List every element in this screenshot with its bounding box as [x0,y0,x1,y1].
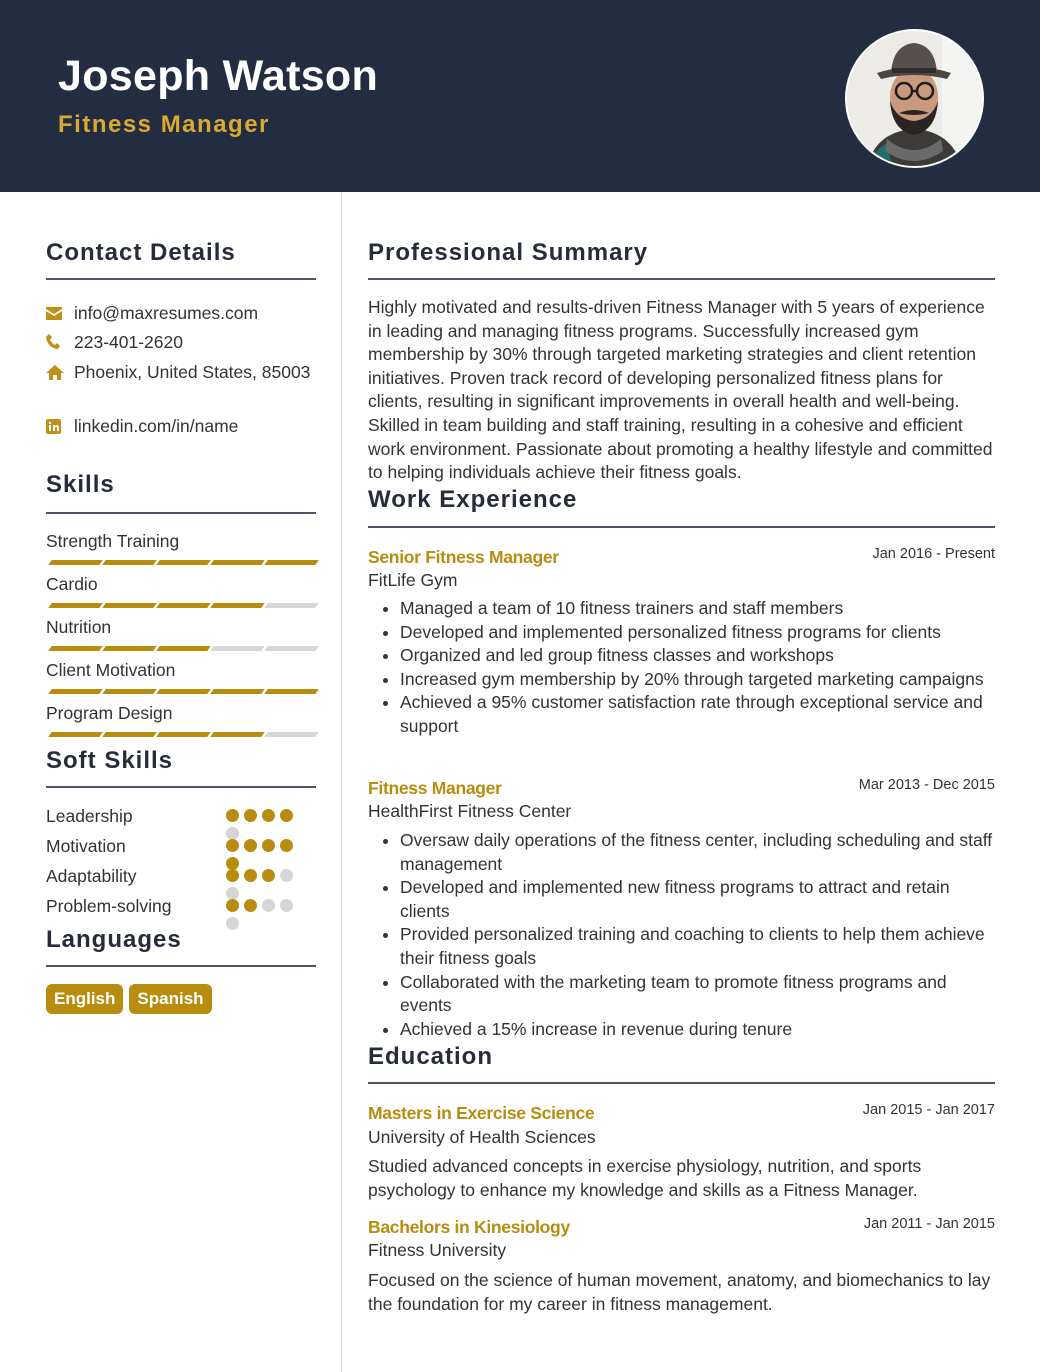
skill-level-segment [210,732,265,737]
soft-skill-rating [226,869,306,900]
skill-level-segment [156,732,211,737]
rating-dot [226,809,239,822]
skill-level-segment [48,689,103,694]
job-company: HealthFirst Fitness Center [368,801,572,821]
summary-text: Highly motivated and results-driven Fitness Manager with 5 years of experience in leading and managing fitness programs. Successfully increased gym membership by 30% through targeted marketing strategies and client retention initiatives. Proven track record of developing personalized fitness plans for clients, resulting in significant improvements in overall health and well-being. Skilled in team building and staff training, resulting in a cohesive and efficient work environment. Passionate about promoting a healthy lifestyle and committed to helping individuals achieve their fitness goals. [368,297,993,483]
list-item: • Provided personalized training and coaching to clients to help them achieve their fitness goals [400,923,995,970]
skill-level-bar [50,560,317,565]
contact-phone-text: 223-401-2620 [74,331,183,352]
degree-dates: Jan 2011 - Jan 2015 [863,1216,995,1232]
languages-section-title: Languages [46,926,182,953]
rating-dot [262,839,275,852]
soft-skill-rating [226,839,306,870]
skill-level-segment [156,646,211,651]
rating-dot [280,869,293,882]
skill-label: Program Design [46,703,173,723]
contact-section-rule [46,278,316,280]
skill-level-segment [156,560,211,565]
soft-skill-rating [226,899,306,930]
school-name: Fitness University [368,1240,507,1260]
skill-level-segment [264,646,319,651]
skill-level-segment [48,732,103,737]
skill-level-bar [50,732,317,737]
contact-address-text: Phoenix, United States, 85003 [74,361,311,382]
rating-dot [280,809,293,822]
job-dates: Mar 2013 - Dec 2015 [858,777,995,793]
skill-level-segment [210,646,265,651]
soft-skill-label: Adaptability [46,866,137,886]
skill-level-segment [48,560,103,565]
education-section-title: Education [368,1043,494,1070]
contact-linkedin[interactable] [46,414,238,438]
skill-label: Cardio [46,574,98,594]
skill-level-segment [102,603,157,608]
degree-title: Bachelors in Kinesiology [368,1217,570,1237]
job-company: FitLife Gym [368,570,458,590]
rating-dot [226,839,239,852]
header-banner [0,0,1040,192]
job-dates: Jan 2016 - Present [872,546,995,562]
skill-level-segment [156,689,211,694]
skill-level-segment [48,646,103,651]
skill-level-segment [102,560,157,565]
linkedin-icon [46,419,74,434]
contact-phone[interactable] [46,330,183,354]
rating-dot [244,809,257,822]
skill-level-segment [156,603,211,608]
contact-email[interactable] [46,301,258,325]
soft-skill-label: Motivation [46,836,126,856]
job-bullets [368,597,995,739]
rating-dot [226,917,239,930]
skill-level-segment [48,603,103,608]
soft-skill-rating [226,809,306,840]
skill-label: Nutrition [46,617,112,637]
skill-level-segment [210,560,265,565]
contact-linkedin-text: linkedin.com/in/name [74,415,239,436]
rating-dot [262,809,275,822]
list-item: • Collaborated with the marketing team to promote fitness programs and events [400,971,995,1018]
rating-dot [244,869,257,882]
experience-section-title: Work Experience [368,486,578,513]
profile-photo [845,29,984,168]
skill-level-segment [102,732,157,737]
rating-dot [280,899,293,912]
column-divider [341,192,342,1372]
envelope-icon [46,307,74,320]
skills-section-title: Skills [46,471,115,498]
candidate-role: Fitness Manager [58,111,270,138]
soft-skill-label: Problem-solving [46,896,172,916]
home-icon [46,365,74,380]
job-title: Fitness Manager [368,778,502,798]
rating-dot [262,899,275,912]
rating-dot [244,839,257,852]
soft-skill-label: Leadership [46,806,133,826]
language-tag: Spanish [129,984,211,1014]
summary-section-title: Professional Summary [368,239,649,266]
skill-label: Strength Training [46,531,180,551]
soft-skills-section-rule [46,786,316,788]
rating-dot [262,869,275,882]
rating-dot [226,869,239,882]
list-item: • Developed and implemented new fitness programs to attract and retain clients [400,876,995,923]
skill-level-segment [264,560,319,565]
degree-description: Focused on the science of human movement, anatomy, and biomechanics to lay the foundation for my career in fitness management. [368,1270,991,1314]
skill-level-segment [264,689,319,694]
rating-dot [226,899,239,912]
rating-dot [280,839,293,852]
soft-skills-section-title: Soft Skills [46,747,174,774]
skills-section-rule [46,512,316,514]
skill-label: Client Motivation [46,660,176,680]
job-bullets [368,829,995,1041]
languages-list [46,984,212,1014]
profile-photo-illustration [847,31,982,166]
skill-level-segment [264,732,319,737]
skill-level-segment [102,689,157,694]
list-item: • Achieved a 95% customer satisfaction rate through exceptional service and support [400,691,995,738]
list-item: • Managed a team of 10 fitness trainers and staff members [400,597,995,621]
list-item: • Organized and led group fitness classes and workshops [400,644,995,668]
list-item: • Achieved a 15% increase in revenue during tenure [400,1018,995,1042]
skill-level-bar [50,603,317,608]
contact-section-title: Contact Details [46,239,236,266]
skill-level-bar [50,646,317,651]
language-tag: English [46,984,123,1014]
skill-level-segment [210,689,265,694]
contact-email-text: info@maxresumes.com [74,302,259,323]
skill-level-segment [102,646,157,651]
degree-dates: Jan 2015 - Jan 2017 [862,1102,995,1118]
languages-section-rule [46,965,316,967]
candidate-name: Joseph Watson [58,52,379,100]
list-item: • Oversaw daily operations of the fitness center, including scheduling and staff management [400,829,995,876]
degree-description: Studied advanced concepts in exercise physiology, nutrition, and sports psychology to enhance my knowledge and skills as a Fitness Manager. [368,1156,922,1200]
skill-level-segment [264,603,319,608]
summary-section-rule [368,278,995,280]
school-name: University of Health Sciences [368,1127,596,1147]
list-item: • Developed and implemented personalized fitness programs for clients [400,621,995,645]
skill-level-bar [50,689,317,694]
job-title: Senior Fitness Manager [368,547,559,567]
skill-level-segment [210,603,265,608]
phone-icon [46,334,74,350]
education-section-rule [368,1082,995,1084]
list-item: • Increased gym membership by 20% through targeted marketing campaigns [400,668,995,692]
contact-address [46,360,310,384]
experience-section-rule [368,526,995,528]
rating-dot [244,899,257,912]
degree-title: Masters in Exercise Science [368,1103,595,1123]
